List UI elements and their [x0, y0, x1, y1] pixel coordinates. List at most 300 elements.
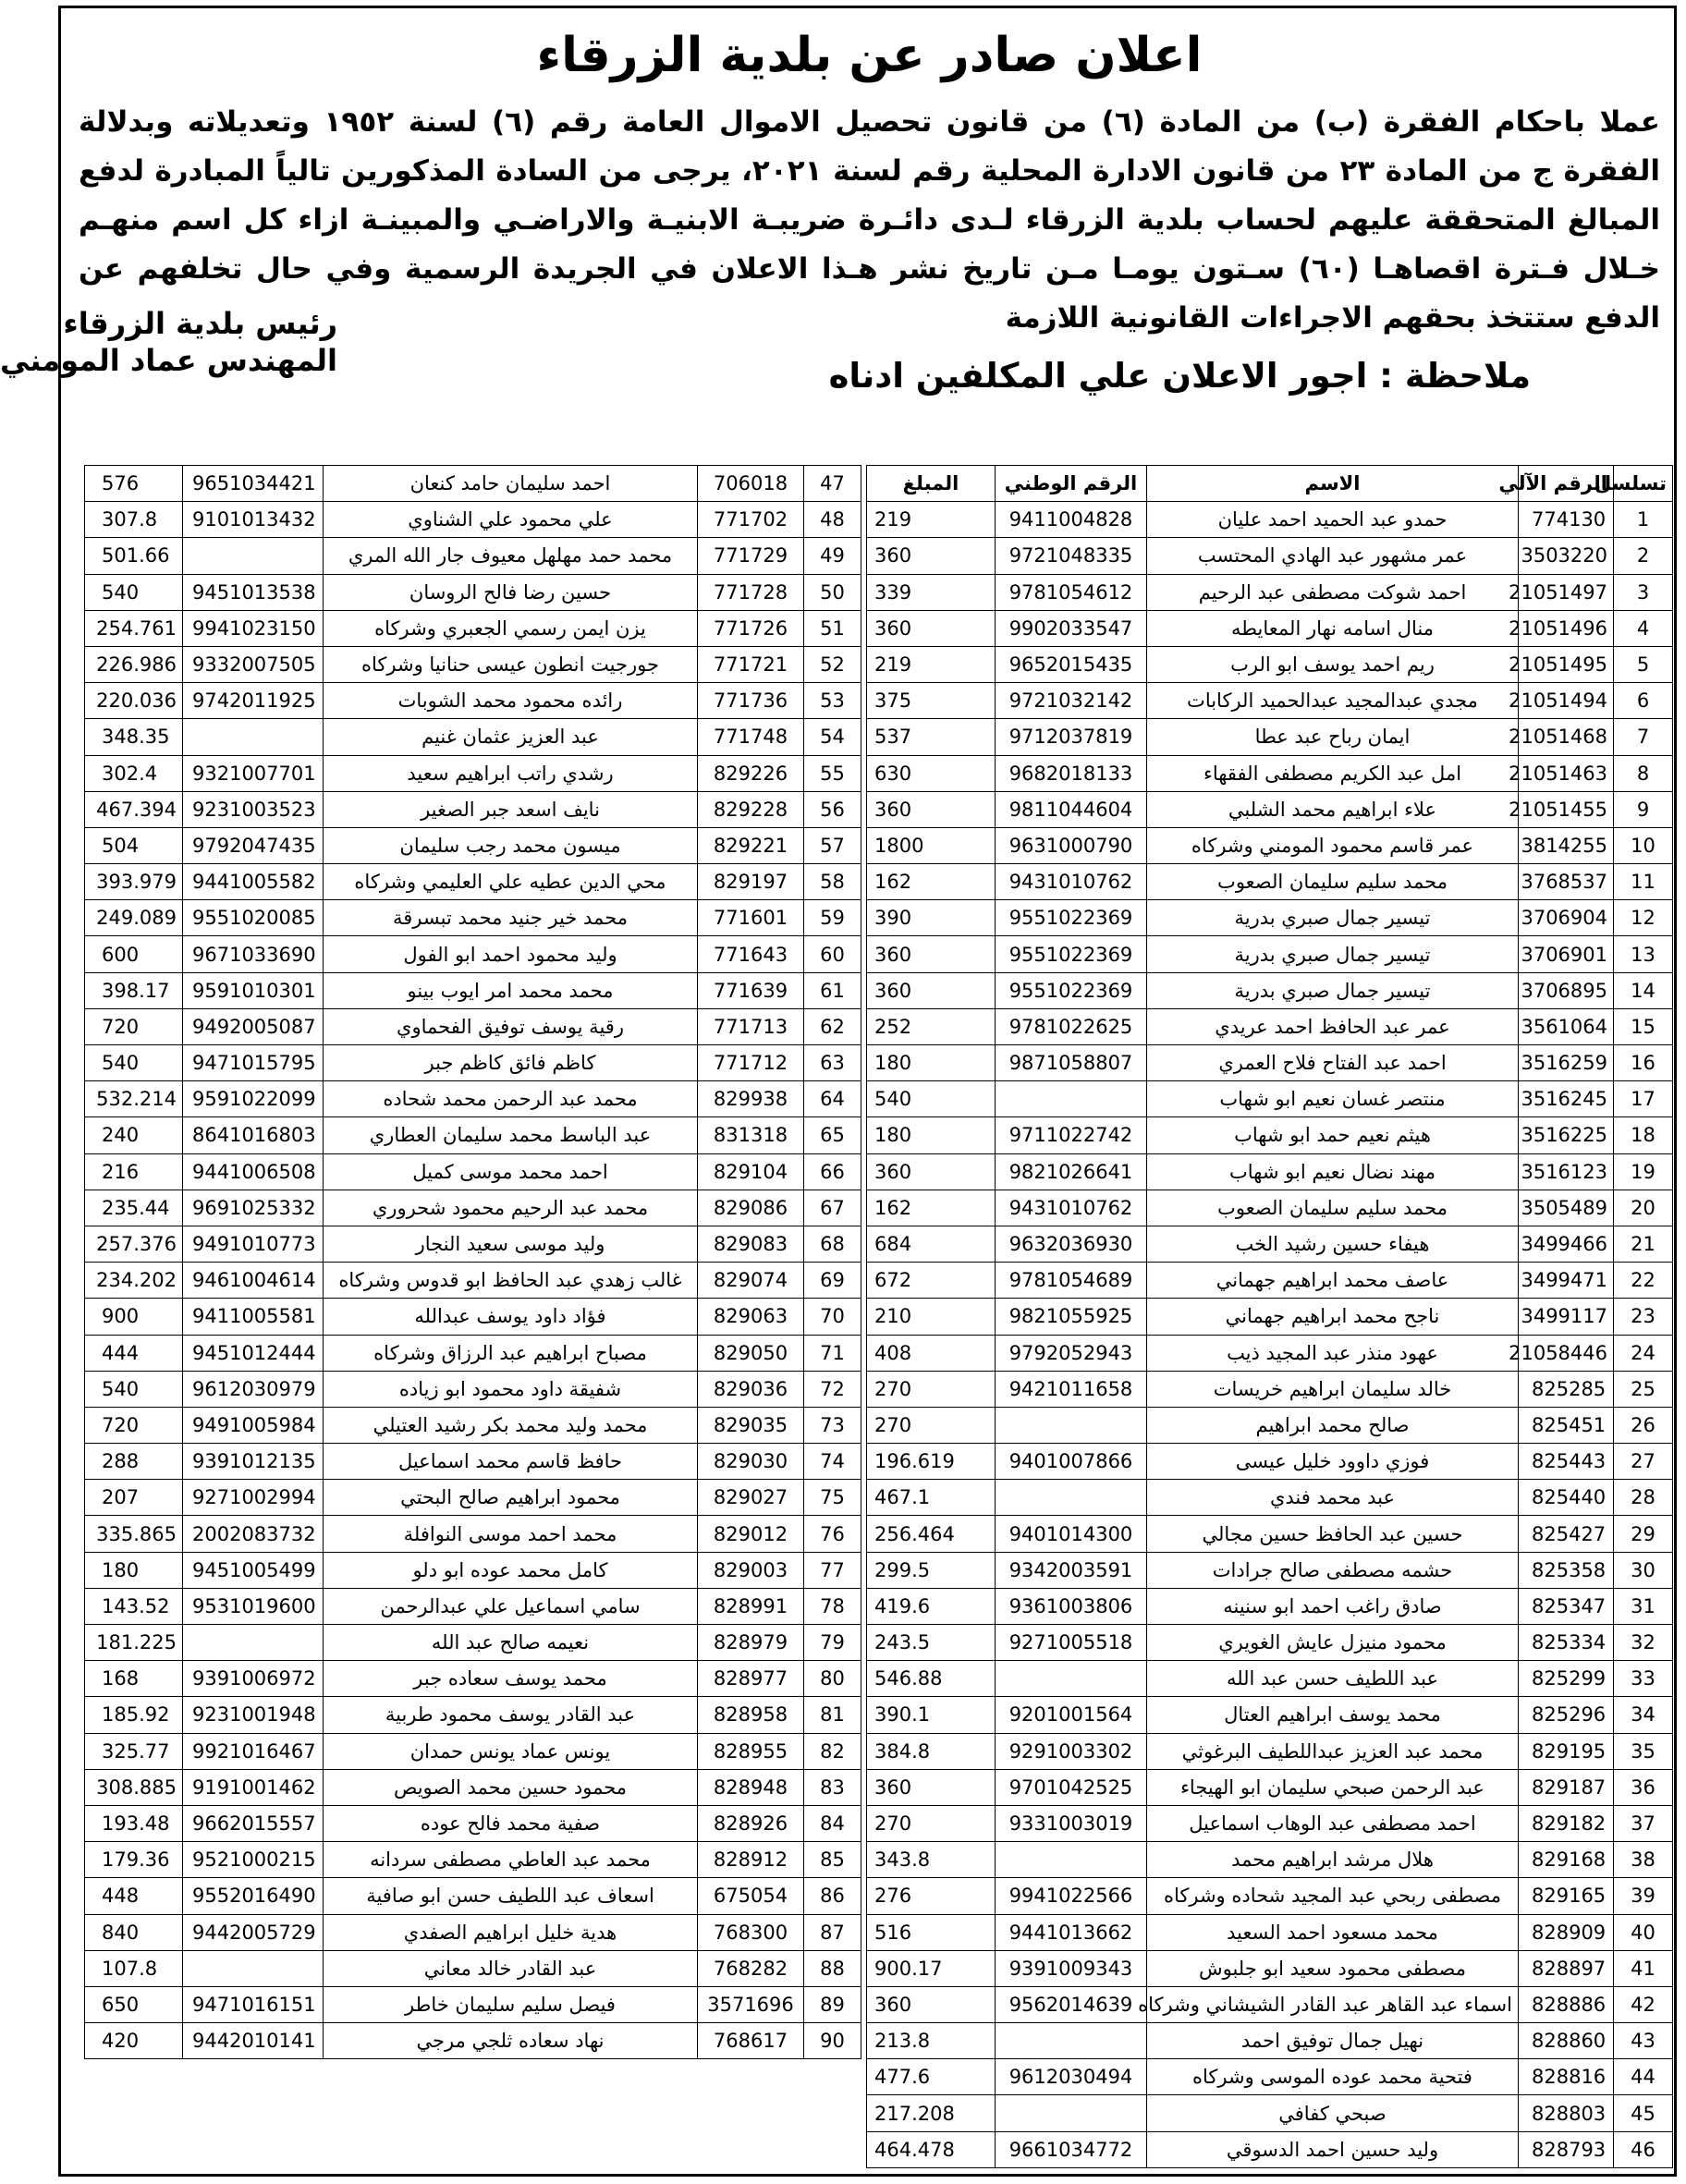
- cell-name: حسين عبد الحافظ حسين مجالي: [1147, 1516, 1519, 1552]
- cell-seq: 11: [1614, 864, 1673, 900]
- cell-auto-number: 3706901: [1519, 936, 1614, 972]
- cell-auto-number: 21051455: [1519, 791, 1614, 827]
- cell-amount: 335.865: [85, 1516, 183, 1552]
- table-row: [85, 1625, 861, 1661]
- cell-amount: 276: [867, 1878, 996, 1914]
- cell-seq: 2: [1614, 538, 1673, 574]
- cell-amount: 107.8: [85, 1950, 183, 1986]
- cell-national-id: [183, 719, 324, 755]
- table-row: [867, 646, 1673, 682]
- cell-national-id: 9451013538: [183, 574, 324, 610]
- cell-auto-number: 825334: [1519, 1625, 1614, 1661]
- cell-national-id: 8641016803: [183, 1117, 324, 1153]
- cell-name: احمد مصطفى عبد الوهاب اسماعيل: [1147, 1805, 1519, 1841]
- table-row: [85, 900, 861, 936]
- cell-seq: 14: [1614, 972, 1673, 1008]
- cell-national-id: 9401007866: [996, 1444, 1147, 1480]
- table-row: [867, 1299, 1673, 1335]
- cell-name: محمد خير جنيد محمد تبسرقة: [324, 900, 698, 936]
- cell-auto-number: 829104: [698, 1153, 804, 1190]
- table-row: [867, 2095, 1673, 2131]
- cell-amount: 360: [867, 1153, 996, 1190]
- cell-auto-number: 3768537: [1519, 864, 1614, 900]
- cell-seq: 72: [804, 1371, 861, 1407]
- cell-name: محمد عبد الرحمن محمد شحاده: [324, 1081, 698, 1117]
- cell-national-id: 9682018133: [996, 755, 1147, 791]
- cell-auto-number: 3505489: [1519, 1190, 1614, 1226]
- cell-national-id: 9401014300: [996, 1516, 1147, 1552]
- cell-national-id: 9562014639: [996, 1986, 1147, 2022]
- cell-name: تيسير جمال صبري بدرية: [1147, 900, 1519, 936]
- cell-auto-number: 771726: [698, 610, 804, 646]
- cell-national-id: 9781054689: [996, 1263, 1147, 1299]
- cell-auto-number: 3706895: [1519, 972, 1614, 1008]
- cell-national-id: 9471016151: [183, 1986, 324, 2022]
- table-row: [867, 900, 1673, 936]
- cell-amount: 504: [85, 827, 183, 863]
- cell-amount: 257.376: [85, 1226, 183, 1262]
- cell-amount: 360: [867, 791, 996, 827]
- cell-auto-number: 3516259: [1519, 1045, 1614, 1081]
- cell-seq: 45: [1614, 2095, 1673, 2131]
- cell-amount: 234.202: [85, 1263, 183, 1299]
- cell-amount: 226.986: [85, 646, 183, 682]
- table-row: [867, 1914, 1673, 1950]
- cell-amount: 420: [85, 2023, 183, 2059]
- cell-national-id: 9792047435: [183, 827, 324, 863]
- cell-seq: 12: [1614, 900, 1673, 936]
- table-row: [867, 1842, 1673, 1878]
- cell-name: ريم احمد يوسف ابو الرب: [1147, 646, 1519, 682]
- cell-auto-number: 829165: [1519, 1878, 1614, 1914]
- cell-national-id: 9271002994: [183, 1480, 324, 1516]
- table-row: [867, 936, 1673, 972]
- cell-amount: 390: [867, 900, 996, 936]
- cell-auto-number: 829063: [698, 1299, 804, 1335]
- cell-auto-number: 21051497: [1519, 574, 1614, 610]
- table-row: [85, 1480, 861, 1516]
- cell-auto-number: 3499117: [1519, 1299, 1614, 1335]
- cell-seq: 27: [1614, 1444, 1673, 1480]
- cell-auto-number: 768300: [698, 1914, 804, 1950]
- cell-name: مهند نضال نعيم ابو شهاب: [1147, 1153, 1519, 1190]
- cell-auto-number: 829027: [698, 1480, 804, 1516]
- cell-national-id: 9612030979: [183, 1371, 324, 1407]
- cell-national-id: 9231003523: [183, 791, 324, 827]
- cell-auto-number: 829083: [698, 1226, 804, 1262]
- cell-amount: 360: [867, 1986, 996, 2022]
- cell-name: احمد عبد الفتاح فلاح العمري: [1147, 1045, 1519, 1081]
- cell-seq: 16: [1614, 1045, 1673, 1081]
- cell-auto-number: 829030: [698, 1444, 804, 1480]
- cell-name: منتصر غسان نعيم ابو شهاب: [1147, 1081, 1519, 1117]
- cell-amount: 360: [867, 972, 996, 1008]
- table-row: [867, 1950, 1673, 1986]
- table-row: [867, 972, 1673, 1008]
- cell-national-id: 9461004614: [183, 1263, 324, 1299]
- cell-seq: 50: [804, 574, 861, 610]
- table-row: [85, 574, 861, 610]
- cell-national-id: 9652015435: [996, 646, 1147, 682]
- cell-national-id: 9661034772: [996, 2131, 1147, 2167]
- cell-amount: 516: [867, 1914, 996, 1950]
- cell-name: هلال مرشد ابراهيم محمد: [1147, 1842, 1519, 1878]
- cell-seq: 79: [804, 1625, 861, 1661]
- cell-auto-number: 829195: [1519, 1733, 1614, 1769]
- cell-auto-number: 828897: [1519, 1950, 1614, 1986]
- cell-national-id: 9721032142: [996, 683, 1147, 719]
- cell-seq: 19: [1614, 1153, 1673, 1190]
- cell-national-id: 9411005581: [183, 1299, 324, 1335]
- cell-national-id: 9442005729: [183, 1914, 324, 1950]
- cell-seq: 73: [804, 1407, 861, 1443]
- table-row: [85, 1299, 861, 1335]
- cell-national-id: [996, 1480, 1147, 1516]
- cell-seq: 9: [1614, 791, 1673, 827]
- cell-auto-number: 829003: [698, 1552, 804, 1588]
- cell-national-id: 9431010762: [996, 864, 1147, 900]
- cell-seq: 68: [804, 1226, 861, 1262]
- table-row: [867, 1733, 1673, 1769]
- table-row: [867, 1081, 1673, 1117]
- cell-name: محمد مسعود احمد السعيد: [1147, 1914, 1519, 1950]
- table-row: [85, 1842, 861, 1878]
- table-row: [867, 574, 1673, 610]
- cell-amount: 180: [867, 1045, 996, 1081]
- cell-name: كاظم فائق كاظم جبر: [324, 1045, 698, 1081]
- table-row: [867, 2059, 1673, 2095]
- cell-name: عمر عبد الحافظ احمد عريدي: [1147, 1008, 1519, 1044]
- cell-amount: 384.8: [867, 1733, 996, 1769]
- cell-auto-number: 831318: [698, 1117, 804, 1153]
- cell-amount: 576: [85, 466, 183, 502]
- cell-auto-number: 771639: [698, 972, 804, 1008]
- cell-auto-number: 3499471: [1519, 1263, 1614, 1299]
- cell-seq: 7: [1614, 719, 1673, 755]
- cell-amount: 217.208: [867, 2095, 996, 2131]
- cell-national-id: [183, 538, 324, 574]
- cell-amount: 360: [867, 538, 996, 574]
- cell-auto-number: 771601: [698, 900, 804, 936]
- cell-seq: 78: [804, 1588, 861, 1624]
- cell-national-id: [996, 2095, 1147, 2131]
- cell-auto-number: 828955: [698, 1733, 804, 1769]
- cell-auto-number: 829012: [698, 1516, 804, 1552]
- cell-seq: 29: [1614, 1516, 1673, 1552]
- table-row: [85, 719, 861, 755]
- cell-amount: 419.6: [867, 1588, 996, 1624]
- cell-seq: 70: [804, 1299, 861, 1335]
- cell-seq: 76: [804, 1516, 861, 1552]
- cell-auto-number: 825427: [1519, 1516, 1614, 1552]
- cell-name: صالح محمد ابراهيم: [1147, 1407, 1519, 1443]
- cell-name: محمد حمد مهلهل معيوف جار الله المري: [324, 538, 698, 574]
- cell-seq: 38: [1614, 1842, 1673, 1878]
- table-row: [85, 2023, 861, 2059]
- cell-auto-number: 774130: [1519, 502, 1614, 538]
- cell-national-id: 9491010773: [183, 1226, 324, 1262]
- cell-auto-number: 829197: [698, 864, 804, 900]
- page-title: اعلان صادر عن بلدية الزرقاء: [536, 28, 1203, 83]
- cell-amount: 398.17: [85, 972, 183, 1008]
- cell-name: محمد وليد محمد بكر رشيد العتيلي: [324, 1407, 698, 1443]
- cell-amount: 360: [867, 1769, 996, 1805]
- cell-auto-number: 771729: [698, 538, 804, 574]
- table-row: [85, 1878, 861, 1914]
- cell-name: تيسير جمال صبري بدرية: [1147, 936, 1519, 972]
- cell-amount: 477.6: [867, 2059, 996, 2095]
- cell-name: محمد عبد الرحيم محمود شحروري: [324, 1190, 698, 1226]
- table-row: [867, 864, 1673, 900]
- cell-auto-number: 3516245: [1519, 1081, 1614, 1117]
- cell-amount: 467.1: [867, 1480, 996, 1516]
- cell-name: عبد العزيز عثمان غنيم: [324, 719, 698, 755]
- cell-national-id: 9662015557: [183, 1805, 324, 1841]
- cell-seq: 40: [1614, 1914, 1673, 1950]
- cell-amount: 216: [85, 1153, 183, 1190]
- cell-seq: 84: [804, 1805, 861, 1841]
- cell-amount: 672: [867, 1263, 996, 1299]
- cell-auto-number: 3706904: [1519, 900, 1614, 936]
- cell-national-id: 9271005518: [996, 1625, 1147, 1661]
- cell-national-id: 9612030494: [996, 2059, 1147, 2095]
- table-row: [867, 1805, 1673, 1841]
- cell-name: اسماء عبد القاهر عبد القادر الشيشاني وشركاه: [1147, 1986, 1519, 2022]
- cell-seq: 64: [804, 1081, 861, 1117]
- cell-name: عبد الباسط محمد سليمان العطاري: [324, 1117, 698, 1153]
- cell-amount: 375: [867, 683, 996, 719]
- cell-name: محمد عبد العزيز عبداللطيف البرغوثي: [1147, 1733, 1519, 1769]
- table-row: [867, 1190, 1673, 1226]
- cell-name: عبد اللطيف حسن عبد الله: [1147, 1661, 1519, 1697]
- cell-auto-number: 768617: [698, 2023, 804, 2059]
- cell-amount: 650: [85, 1986, 183, 2022]
- header-name: الاسم: [1147, 466, 1519, 502]
- cell-auto-number: 825285: [1519, 1371, 1614, 1407]
- table-row: [867, 1263, 1673, 1299]
- cell-name: عبد القادر خالد معاني: [324, 1950, 698, 1986]
- cell-seq: 20: [1614, 1190, 1673, 1226]
- cell-national-id: 9551022369: [996, 936, 1147, 972]
- cell-auto-number: 829228: [698, 791, 804, 827]
- cell-national-id: 9701042525: [996, 1769, 1147, 1805]
- cell-national-id: 9391012135: [183, 1444, 324, 1480]
- table-row: [867, 1226, 1673, 1262]
- cell-name: شفيقة داود محمود ابو زياده: [324, 1371, 698, 1407]
- cell-seq: 6: [1614, 683, 1673, 719]
- cell-seq: 47: [804, 466, 861, 502]
- table-body-right: [867, 502, 1673, 2168]
- cell-auto-number: 825440: [1519, 1480, 1614, 1516]
- cell-name: مصطفى محمود سعيد ابو جلبوش: [1147, 1950, 1519, 1986]
- cell-auto-number: 828977: [698, 1661, 804, 1697]
- table-body-left: [85, 466, 861, 2059]
- cell-auto-number: 3503220: [1519, 538, 1614, 574]
- cell-amount: 630: [867, 755, 996, 791]
- table-row: [867, 1986, 1673, 2022]
- cell-name: نهاد سعاده ثلجي مرجي: [324, 2023, 698, 2059]
- cell-name: محمد سليم سليمان الصعوب: [1147, 1190, 1519, 1226]
- cell-national-id: 9231001948: [183, 1697, 324, 1733]
- table-row: [85, 1335, 861, 1371]
- cell-name: محمود منيزل عايش الغويري: [1147, 1625, 1519, 1661]
- cell-national-id: 9821026641: [996, 1153, 1147, 1190]
- cell-national-id: 9361003806: [996, 1588, 1147, 1624]
- cell-auto-number: 829168: [1519, 1842, 1614, 1878]
- cell-national-id: 9871058807: [996, 1045, 1147, 1081]
- cell-amount: 270: [867, 1805, 996, 1841]
- cell-name: علي محمود علي الشناوي: [324, 502, 698, 538]
- cell-national-id: 9742011925: [183, 683, 324, 719]
- cell-seq: 30: [1614, 1552, 1673, 1588]
- cell-seq: 77: [804, 1552, 861, 1588]
- cell-amount: 1800: [867, 827, 996, 863]
- cell-name: صبحي كفافي: [1147, 2095, 1519, 2131]
- cell-national-id: 9442010141: [183, 2023, 324, 2059]
- cell-amount: 254.761: [85, 610, 183, 646]
- cell-national-id: 9101013432: [183, 502, 324, 538]
- cell-amount: 325.77: [85, 1733, 183, 1769]
- cell-name: خالد سليمان ابراهيم خريسات: [1147, 1371, 1519, 1407]
- cell-amount: 390.1: [867, 1697, 996, 1733]
- cell-national-id: 9191001462: [183, 1769, 324, 1805]
- cell-auto-number: 21051495: [1519, 646, 1614, 682]
- cell-auto-number: 771643: [698, 936, 804, 972]
- table-row: [85, 683, 861, 719]
- table-row: [85, 610, 861, 646]
- cell-seq: 58: [804, 864, 861, 900]
- table-row: [867, 1878, 1673, 1914]
- cell-auto-number: 771728: [698, 574, 804, 610]
- cell-auto-number: 829086: [698, 1190, 804, 1226]
- cell-national-id: 9321007701: [183, 755, 324, 791]
- cell-name: هيفاء حسين رشيد الخب: [1147, 1226, 1519, 1262]
- table-row: [85, 1552, 861, 1588]
- cell-national-id: [996, 1407, 1147, 1443]
- cell-auto-number: 828948: [698, 1769, 804, 1805]
- cell-auto-number: 825299: [1519, 1661, 1614, 1697]
- cell-amount: 213.8: [867, 2023, 996, 2059]
- cell-national-id: 9902033547: [996, 610, 1147, 646]
- cell-national-id: 9451012444: [183, 1335, 324, 1371]
- cell-name: جورجيت انطون عيسى حنانيا وشركاه: [324, 646, 698, 682]
- table-row: [85, 755, 861, 791]
- cell-auto-number: 706018: [698, 466, 804, 502]
- cell-amount: 252: [867, 1008, 996, 1044]
- cell-seq: 42: [1614, 1986, 1673, 2022]
- cell-seq: 55: [804, 755, 861, 791]
- cell-auto-number: 3814255: [1519, 827, 1614, 863]
- table-row: [85, 1371, 861, 1407]
- cell-national-id: 9781054612: [996, 574, 1147, 610]
- cell-name: فؤاد داود يوسف عبدالله: [324, 1299, 698, 1335]
- cell-national-id: 9391006972: [183, 1661, 324, 1697]
- cell-seq: 82: [804, 1733, 861, 1769]
- cell-national-id: 9711022742: [996, 1117, 1147, 1153]
- cell-national-id: 9451005499: [183, 1552, 324, 1588]
- table-row: [867, 1335, 1673, 1371]
- cell-auto-number: 829226: [698, 755, 804, 791]
- cell-amount: 448: [85, 1878, 183, 1914]
- cell-name: محمد سليم سليمان الصعوب: [1147, 864, 1519, 900]
- cell-name: ايمان رباح عبد عطا: [1147, 719, 1519, 755]
- cell-amount: 720: [85, 1008, 183, 1044]
- cell-name: غالب زهدي عبد الحافظ ابو قدوس وشركاه: [324, 1263, 698, 1299]
- table-row: [85, 1950, 861, 1986]
- table-row: [867, 1480, 1673, 1516]
- cell-name: احمد سليمان حامد كنعان: [324, 466, 698, 502]
- cell-auto-number: 21051468: [1519, 719, 1614, 755]
- cell-name: حشمه مصطفى صالح جرادات: [1147, 1552, 1519, 1588]
- cell-name: عاصف محمد ابراهيم جهماني: [1147, 1263, 1519, 1299]
- cell-name: رقية يوسف توفيق الفحماوي: [324, 1008, 698, 1044]
- cell-name: وليد موسى سعيد النجار: [324, 1226, 698, 1262]
- cell-name: عمر قاسم محمود المومني وشركاه: [1147, 827, 1519, 863]
- signature-line-1: رئيس بلدية الزرقاء: [63, 306, 337, 341]
- table-row: [85, 1733, 861, 1769]
- table-row: [867, 1625, 1673, 1661]
- cell-seq: 28: [1614, 1480, 1673, 1516]
- cell-seq: 3: [1614, 574, 1673, 610]
- cell-name: نهيل جمال توفيق احمد: [1147, 2023, 1519, 2059]
- table-row: [85, 1190, 861, 1226]
- cell-seq: 43: [1614, 2023, 1673, 2059]
- cell-national-id: [183, 1625, 324, 1661]
- cell-amount: 168: [85, 1661, 183, 1697]
- cell-national-id: 9941023150: [183, 610, 324, 646]
- cell-name: عبد الرحمن صبحي سليمان ابو الهيجاء: [1147, 1769, 1519, 1805]
- cell-auto-number: 771702: [698, 502, 804, 538]
- cell-amount: 546.88: [867, 1661, 996, 1697]
- cell-seq: 15: [1614, 1008, 1673, 1044]
- cell-amount: 162: [867, 1190, 996, 1226]
- cell-name: فوزي داوود خليل عيسى: [1147, 1444, 1519, 1480]
- cell-amount: 540: [85, 1045, 183, 1081]
- cell-seq: 8: [1614, 755, 1673, 791]
- cell-amount: 180: [85, 1552, 183, 1588]
- cell-auto-number: 828860: [1519, 2023, 1614, 2059]
- cell-auto-number: 21051494: [1519, 683, 1614, 719]
- cell-national-id: 9201001564: [996, 1697, 1147, 1733]
- cell-name: عمر مشهور عبد الهادي المحتسب: [1147, 538, 1519, 574]
- table-row: [85, 502, 861, 538]
- table-row: [867, 2131, 1673, 2167]
- cell-seq: 23: [1614, 1299, 1673, 1335]
- cell-amount: 207: [85, 1480, 183, 1516]
- cell-auto-number: 829221: [698, 827, 804, 863]
- cell-name: محمد يوسف سعاده جبر: [324, 1661, 698, 1697]
- cell-name: عهود منذر عبد المجيد ذيب: [1147, 1335, 1519, 1371]
- cell-seq: 46: [1614, 2131, 1673, 2167]
- cell-name: نعيمه صالح عبد الله: [324, 1625, 698, 1661]
- table-row: [867, 1444, 1673, 1480]
- cell-national-id: 9591010301: [183, 972, 324, 1008]
- cell-amount: 270: [867, 1407, 996, 1443]
- table-row: [85, 1986, 861, 2022]
- cell-amount: 302.4: [85, 755, 183, 791]
- cell-auto-number: 771712: [698, 1045, 804, 1081]
- header-seq: تسلسل: [1614, 466, 1673, 502]
- cell-name: صفية محمد فالح عوده: [324, 1805, 698, 1841]
- cell-seq: 33: [1614, 1661, 1673, 1697]
- cell-seq: 35: [1614, 1733, 1673, 1769]
- cell-amount: 185.92: [85, 1697, 183, 1733]
- table-row: [867, 791, 1673, 827]
- header-amount: المبلغ: [867, 466, 996, 502]
- cell-national-id: 9471015795: [183, 1045, 324, 1081]
- cell-name: اسعاف عبد اللطيف حسن ابو صافية: [324, 1878, 698, 1914]
- cell-auto-number: 3516225: [1519, 1117, 1614, 1153]
